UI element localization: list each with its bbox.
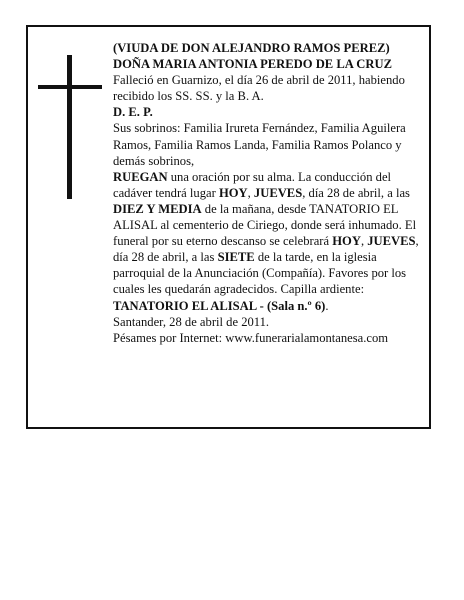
comma-2: , <box>360 234 368 249</box>
cross-horizontal-bar <box>38 85 102 89</box>
request-text-2: , día 28 de abril, a las <box>302 185 410 200</box>
time-1: DIEZ Y MEDIA <box>113 201 202 216</box>
cross-vertical-bar <box>67 55 72 199</box>
condolences-line: Pésames por Internet: www.funerarialamontanesa.com <box>113 330 389 345</box>
request-text-1: una oración por su alma. La conducción del cadáver tendrá lugar <box>113 169 392 200</box>
time-2: SIETE <box>217 250 255 265</box>
request-paragraph <box>113 169 425 314</box>
jueves-word-2: JUEVES <box>367 234 416 249</box>
ruegan-word: RUEGAN <box>113 169 168 184</box>
notice-text <box>113 40 425 346</box>
widow-line: (VIUDA DE DON ALEJANDRO RAMOS PEREZ) <box>113 41 390 55</box>
hoy-word-1: HOY <box>218 185 248 200</box>
request-text-3: de la mañana, desde TANATORIO EL ALISAL al cementerio de Ciriego, donde será inhumado. El funeral por su eterno descanso se celebrará <box>113 201 417 249</box>
mourners-line: Sus sobrinos: Familia Irureta Fernández, Familia Aguilera Ramos, Familia Ramos Landa, Familia Ramos Polanco y demás sobrinos, <box>113 121 406 168</box>
hoy-word-2: HOY <box>332 234 361 249</box>
request-end: . <box>325 298 329 313</box>
cross-icon <box>38 55 102 199</box>
comma-1: , <box>247 185 254 200</box>
deceased-name: DOÑA MARIA ANTONIA PEREDO DE LA CRUZ <box>113 57 392 72</box>
dep-line: D. E. P. <box>113 105 153 120</box>
jueves-word-1: JUEVES <box>253 185 303 200</box>
request-text-4: , día 28 de abril, a las <box>113 234 419 265</box>
obituary-notice <box>26 25 431 429</box>
chapel-name: TANATORIO EL ALISAL - (Sala n.º 6) <box>113 298 326 313</box>
death-line: Falleció en Guarnizo, el día 26 de abril de 2011, habiendo recibido los SS. SS. y la B. A. <box>113 73 405 104</box>
request-text-5: de la tarde, en la iglesia parroquial de la Anunciación (Compañía). Favores por los cuales les quedarán agradecidos. Capilla ardiente: <box>113 250 407 297</box>
place-date-line: Santander, 28 de abril de 2011. <box>113 314 270 329</box>
